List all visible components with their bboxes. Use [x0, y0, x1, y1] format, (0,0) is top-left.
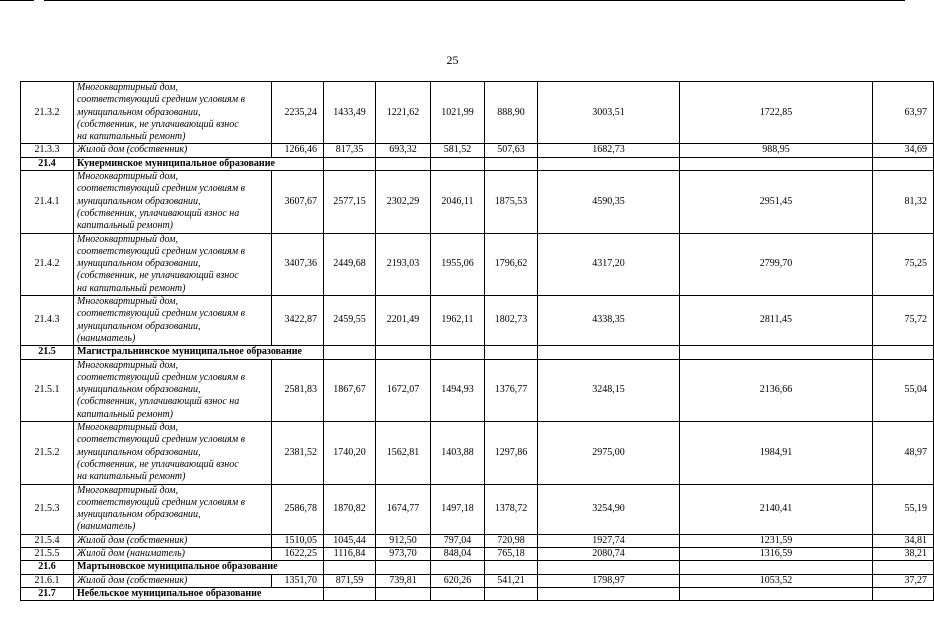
- description-line: муниципальном образовании,: [77, 258, 201, 270]
- value-cell: 871,59: [324, 574, 376, 587]
- empty-cell: [324, 157, 376, 170]
- value-cell: 1796,62: [485, 233, 538, 295]
- value-cell: 1053,52: [680, 574, 873, 587]
- description-line: (наниматель): [77, 521, 136, 533]
- value-cell: 1962,11: [431, 296, 485, 346]
- description-line: соответствующий средним условиям в: [77, 371, 245, 383]
- empty-cell: [376, 157, 431, 170]
- value-cell: 2201,49: [376, 296, 431, 346]
- value-cell: 2577,15: [324, 171, 376, 233]
- table-row: [21, 296, 934, 346]
- empty-cell: [680, 561, 873, 574]
- value-cell: 81,32: [873, 171, 934, 233]
- value-cell: 38,21: [873, 547, 934, 560]
- empty-cell: [680, 587, 873, 600]
- description-line: соответствующий средним условиям в: [77, 434, 245, 446]
- value-cell: 2193,03: [376, 233, 431, 295]
- value-cell: 1682,73: [538, 144, 680, 157]
- empty-cell: [431, 346, 485, 359]
- value-cell: 693,32: [376, 144, 431, 157]
- row-description: [74, 296, 272, 346]
- section-code: 21.6: [21, 561, 74, 574]
- description-line: (наниматель): [77, 332, 136, 344]
- value-cell: 1376,77: [485, 359, 538, 421]
- row-description: [74, 422, 272, 484]
- value-cell: 912,50: [376, 534, 431, 547]
- value-cell: 3254,90: [538, 484, 680, 534]
- empty-cell: [485, 346, 538, 359]
- row-code: 21.3.3: [21, 144, 74, 157]
- value-cell: 4590,35: [538, 171, 680, 233]
- value-cell: 2235,24: [272, 82, 324, 144]
- section-title: Магистральнинское муниципальное образование: [74, 346, 272, 359]
- value-cell: 1494,93: [431, 359, 485, 421]
- value-cell: 2046,11: [431, 171, 485, 233]
- empty-cell: [873, 157, 934, 170]
- table-row: [21, 359, 934, 421]
- empty-cell: [324, 561, 376, 574]
- description-line: Жилой дом (собственник): [77, 144, 188, 156]
- row-description: [74, 171, 272, 233]
- value-cell: 1672,07: [376, 359, 431, 421]
- value-cell: 1798,97: [538, 574, 680, 587]
- row-code: 21.5.3: [21, 484, 74, 534]
- table-row: [21, 547, 934, 560]
- value-cell: 75,25: [873, 233, 934, 295]
- row-description: [74, 547, 272, 560]
- description-line: на капитальный ремонт): [77, 282, 186, 294]
- value-cell: 4338,35: [538, 296, 680, 346]
- description-line: Многоквартирный дом,: [77, 82, 179, 93]
- empty-cell: [431, 561, 485, 574]
- table-body: [21, 82, 934, 601]
- value-cell: 797,04: [431, 534, 485, 547]
- empty-cell: [680, 157, 873, 170]
- empty-cell: [538, 157, 680, 170]
- empty-cell: [873, 561, 934, 574]
- description-line: муниципальном образовании,: [77, 509, 201, 521]
- row-code: 21.4.2: [21, 233, 74, 295]
- value-cell: 1297,86: [485, 422, 538, 484]
- empty-cell: [324, 587, 376, 600]
- value-cell: 1984,91: [680, 422, 873, 484]
- row-code: 21.3.2: [21, 82, 74, 144]
- row-description: [74, 233, 272, 295]
- row-code: 21.5.5: [21, 547, 74, 560]
- value-cell: 1740,20: [324, 422, 376, 484]
- description-line: муниципальном образовании,: [77, 195, 201, 207]
- table-row: [21, 574, 934, 587]
- value-cell: 1378,72: [485, 484, 538, 534]
- empty-cell: [538, 561, 680, 574]
- empty-cell: [431, 587, 485, 600]
- row-description: [74, 144, 272, 157]
- empty-cell: [272, 587, 324, 600]
- value-cell: 2811,45: [680, 296, 873, 346]
- description-line: (собственник, уплачивающий взнос на: [77, 396, 240, 408]
- empty-cell: [873, 587, 934, 600]
- value-cell: 3003,51: [538, 82, 680, 144]
- description-line: соответствующий средним условиям в: [77, 183, 245, 195]
- empty-cell: [324, 346, 376, 359]
- value-cell: 541,21: [485, 574, 538, 587]
- section-code: 21.4: [21, 157, 74, 170]
- value-cell: 3607,67: [272, 171, 324, 233]
- value-cell: 1870,82: [324, 484, 376, 534]
- description-line: соответствующий средним условиям в: [77, 308, 245, 320]
- description-line: соответствующий средним условиям в: [77, 496, 245, 508]
- empty-cell: [431, 157, 485, 170]
- value-cell: 1021,99: [431, 82, 485, 144]
- value-cell: 1674,77: [376, 484, 431, 534]
- description-line: муниципальном образовании,: [77, 320, 201, 332]
- value-cell: 888,90: [485, 82, 538, 144]
- empty-cell: [272, 561, 324, 574]
- empty-cell: [272, 157, 324, 170]
- value-cell: 1722,85: [680, 82, 873, 144]
- value-cell: 1802,73: [485, 296, 538, 346]
- value-cell: 1622,25: [272, 547, 324, 560]
- value-cell: 620,26: [431, 574, 485, 587]
- value-cell: 765,18: [485, 547, 538, 560]
- empty-cell: [485, 561, 538, 574]
- value-cell: 3422,87: [272, 296, 324, 346]
- row-code: 21.4.1: [21, 171, 74, 233]
- description-line: (собственник, не уплачивающий взнос: [77, 458, 239, 470]
- value-cell: 63,97: [873, 82, 934, 144]
- value-cell: 2140,41: [680, 484, 873, 534]
- description-line: Жилой дом (собственник): [77, 574, 188, 586]
- section-code: 21.7: [21, 587, 74, 600]
- value-cell: 2586,78: [272, 484, 324, 534]
- value-cell: 1875,53: [485, 171, 538, 233]
- description-line: капитальный ремонт): [77, 408, 174, 420]
- description-line: муниципальном образовании,: [77, 446, 201, 458]
- value-cell: 1221,62: [376, 82, 431, 144]
- value-cell: 34,69: [873, 144, 934, 157]
- description-line: Многоквартирный дом,: [77, 359, 179, 371]
- description-line: муниципальном образовании,: [77, 106, 201, 118]
- section-row: [21, 346, 934, 359]
- value-cell: 1433,49: [324, 82, 376, 144]
- description-line: (собственник, уплачивающий взнос на: [77, 207, 240, 219]
- row-description: [74, 82, 272, 144]
- section-row: [21, 587, 934, 600]
- empty-cell: [538, 587, 680, 600]
- value-cell: 34,81: [873, 534, 934, 547]
- description-line: (собственник, не уплачивающий взнос: [77, 118, 239, 130]
- value-cell: 848,04: [431, 547, 485, 560]
- value-cell: 2381,52: [272, 422, 324, 484]
- description-line: Многоквартирный дом,: [77, 296, 179, 308]
- table-row: [21, 144, 934, 157]
- description-line: Многоквартирный дом,: [77, 484, 179, 496]
- value-cell: 1497,18: [431, 484, 485, 534]
- section-code: 21.5: [21, 346, 74, 359]
- row-description: [74, 574, 272, 587]
- row-code: 21.4.3: [21, 296, 74, 346]
- value-cell: 2799,70: [680, 233, 873, 295]
- value-cell: 507,63: [485, 144, 538, 157]
- value-cell: 581,52: [431, 144, 485, 157]
- value-cell: 48,97: [873, 422, 934, 484]
- page-number: 25: [446, 53, 459, 67]
- description-line: Многоквартирный дом,: [77, 233, 179, 245]
- value-cell: 37,27: [873, 574, 934, 587]
- row-description: [74, 484, 272, 534]
- value-cell: 1403,88: [431, 422, 485, 484]
- value-cell: 1510,05: [272, 534, 324, 547]
- value-cell: 1867,67: [324, 359, 376, 421]
- value-cell: 75,72: [873, 296, 934, 346]
- empty-cell: [538, 346, 680, 359]
- section-title: Небельское муниципальное образование: [74, 587, 272, 600]
- table-row: [21, 171, 934, 233]
- value-cell: 1316,59: [680, 547, 873, 560]
- empty-cell: [376, 587, 431, 600]
- description-line: (собственник, не уплачивающий взнос: [77, 270, 239, 282]
- empty-cell: [485, 157, 538, 170]
- description-line: соответствующий средним условиям в: [77, 245, 245, 257]
- empty-cell: [376, 561, 431, 574]
- description-line: Жилой дом (наниматель): [77, 547, 185, 559]
- value-cell: 2449,68: [324, 233, 376, 295]
- table-row: [21, 534, 934, 547]
- empty-cell: [376, 346, 431, 359]
- table-row: [21, 484, 934, 534]
- value-cell: 2951,45: [680, 171, 873, 233]
- table-row: [21, 422, 934, 484]
- description-line: на капитальный ремонт): [77, 131, 186, 143]
- empty-cell: [873, 346, 934, 359]
- value-cell: 3248,15: [538, 359, 680, 421]
- value-cell: 1045,44: [324, 534, 376, 547]
- section-row: [21, 157, 934, 170]
- row-code: 21.5.1: [21, 359, 74, 421]
- top-rule-segment: [0, 0, 34, 1]
- value-cell: 2302,29: [376, 171, 431, 233]
- value-cell: 739,81: [376, 574, 431, 587]
- description-line: муниципальном образовании,: [77, 384, 201, 396]
- description-line: капитальный ремонт): [77, 220, 174, 232]
- value-cell: 3407,36: [272, 233, 324, 295]
- row-description: [74, 534, 272, 547]
- description-line: Жилой дом (собственник): [77, 534, 188, 546]
- value-cell: 4317,20: [538, 233, 680, 295]
- tariff-table: [20, 81, 934, 601]
- row-code: 21.5.2: [21, 422, 74, 484]
- section-title: Мартыновское муниципальное образование: [74, 561, 272, 574]
- value-cell: 1955,06: [431, 233, 485, 295]
- value-cell: 1116,84: [324, 547, 376, 560]
- value-cell: 1351,70: [272, 574, 324, 587]
- value-cell: 55,19: [873, 484, 934, 534]
- value-cell: 2080,74: [538, 547, 680, 560]
- value-cell: 1927,74: [538, 534, 680, 547]
- value-cell: 973,70: [376, 547, 431, 560]
- row-code: 21.5.4: [21, 534, 74, 547]
- value-cell: 988,95: [680, 144, 873, 157]
- empty-cell: [680, 346, 873, 359]
- description-line: соответствующий средним условиям в: [77, 94, 245, 106]
- value-cell: 2136,66: [680, 359, 873, 421]
- value-cell: 1562,81: [376, 422, 431, 484]
- row-code: 21.6.1: [21, 574, 74, 587]
- value-cell: 1231,59: [680, 534, 873, 547]
- description-line: на капитальный ремонт): [77, 471, 186, 483]
- top-rule-segment: [44, 0, 905, 1]
- description-line: Многоквартирный дом,: [77, 171, 179, 183]
- value-cell: 55,04: [873, 359, 934, 421]
- row-description: [74, 359, 272, 421]
- value-cell: 1266,46: [272, 144, 324, 157]
- value-cell: 817,35: [324, 144, 376, 157]
- value-cell: 720,98: [485, 534, 538, 547]
- section-row: [21, 561, 934, 574]
- section-title: Кунерминское муниципальное образование: [74, 157, 272, 170]
- value-cell: 2975,00: [538, 422, 680, 484]
- description-line: Многоквартирный дом,: [77, 422, 179, 434]
- table-row: [21, 82, 934, 144]
- table-row: [21, 233, 934, 295]
- value-cell: 2459,55: [324, 296, 376, 346]
- empty-cell: [485, 587, 538, 600]
- value-cell: 2581,83: [272, 359, 324, 421]
- top-rule: [0, 0, 905, 2]
